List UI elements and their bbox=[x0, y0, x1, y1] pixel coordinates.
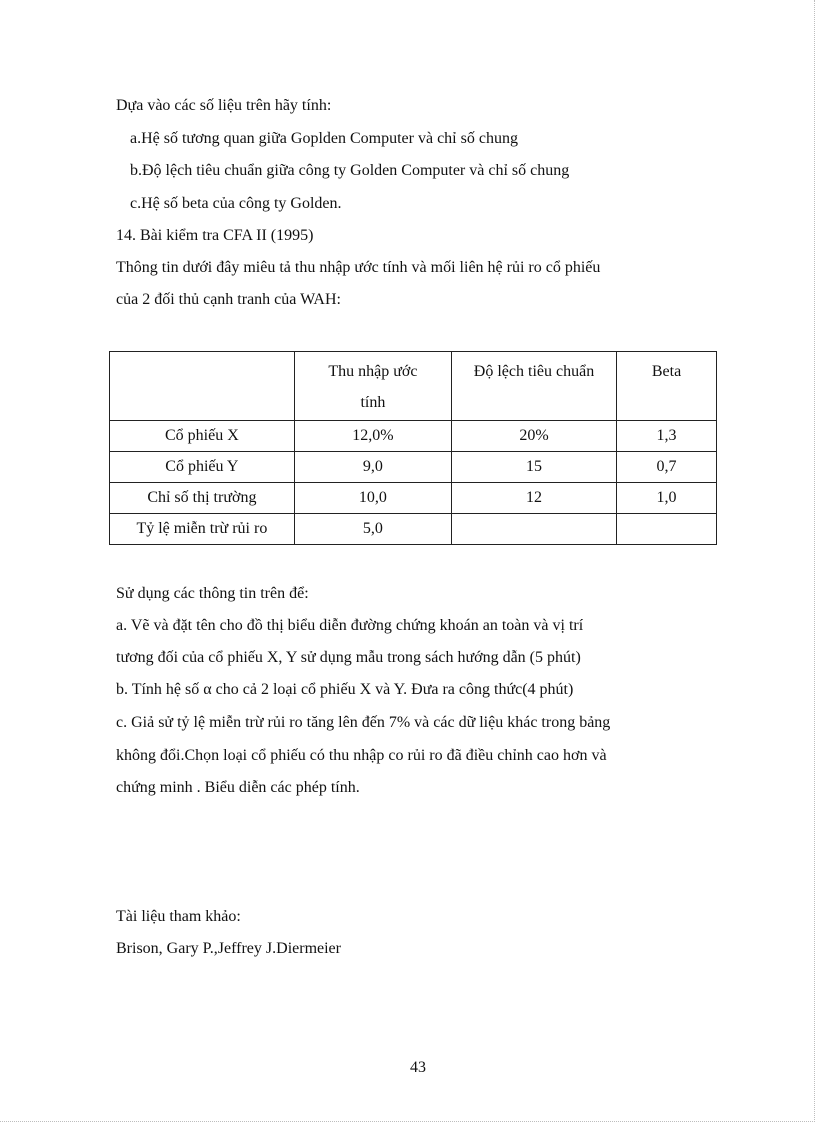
usage-line-6: chứng minh . Biểu diễn các phép tính. bbox=[116, 779, 360, 796]
risk-return-table bbox=[109, 351, 717, 545]
table-row bbox=[110, 452, 717, 483]
std-dev-cell: 20% bbox=[451, 421, 616, 452]
beta-cell: 0,7 bbox=[617, 452, 717, 483]
beta-cell bbox=[617, 514, 717, 545]
row-label: Chỉ số thị trường bbox=[110, 483, 295, 514]
header-cell-expected-return bbox=[294, 352, 451, 421]
std-dev-cell: 12 bbox=[451, 483, 616, 514]
header-expected-return-line2: tính bbox=[360, 394, 386, 411]
header-expected-return-line1: Thu nhập ước bbox=[328, 363, 418, 380]
description-line-2: của 2 đối thủ cạnh tranh của WAH: bbox=[116, 291, 341, 308]
std-dev-cell: 15 bbox=[451, 452, 616, 483]
std-dev-cell bbox=[451, 514, 616, 545]
reference-item: Brison, Gary P.,Jeffrey J.Diermeier bbox=[116, 940, 341, 957]
row-label: Cổ phiếu X bbox=[110, 421, 295, 452]
task-c: c.Hệ số beta của công ty Golden. bbox=[130, 195, 342, 212]
task-b: b.Độ lệch tiêu chuẩn giữa công ty Golden Computer và chỉ số chung bbox=[130, 162, 570, 179]
table-row bbox=[110, 421, 717, 452]
usage-line-5: không đổi.Chọn loại cổ phiếu có thu nhập co rủi ro đã điều chỉnh cao hơn và bbox=[116, 747, 607, 764]
intro-text: Dựa vào các số liệu trên hãy tính: bbox=[116, 97, 332, 114]
header-cell-std-dev: Độ lệch tiêu chuẩn bbox=[451, 352, 616, 421]
table-row bbox=[110, 514, 717, 545]
page-number: 43 bbox=[410, 1059, 426, 1076]
expected-return-cell: 10,0 bbox=[294, 483, 451, 514]
task-a: a.Hệ số tương quan giữa Goplden Computer và chỉ số chung bbox=[130, 130, 518, 147]
beta-cell: 1,0 bbox=[617, 483, 717, 514]
usage-line-4: c. Giả sử tỷ lệ miễn trừ rủi ro tăng lên đến 7% và các dữ liệu khác trong bảng bbox=[116, 714, 611, 731]
usage-line-3: b. Tính hệ số α cho cả 2 loại cổ phiếu X và Y. Đưa ra công thức(4 phút) bbox=[116, 681, 574, 698]
table-row bbox=[110, 483, 717, 514]
expected-return-cell: 9,0 bbox=[294, 452, 451, 483]
usage-line-1: a. Vẽ và đặt tên cho đồ thị biểu diễn đường chứng khoán an toàn và vị trí bbox=[116, 617, 584, 634]
usage-line-2: tương đối của cổ phiếu X, Y sử dụng mẫu trong sách hướng dẫn (5 phút) bbox=[116, 649, 581, 666]
references-heading: Tài liệu tham khảo: bbox=[116, 908, 241, 925]
description-line-1: Thông tin dưới đây miêu tả thu nhập ước tính và mối liên hệ rủi ro cổ phiếu bbox=[116, 259, 601, 276]
row-label: Tỷ lệ miễn trừ rủi ro bbox=[110, 514, 295, 545]
row-label: Cổ phiếu Y bbox=[110, 452, 295, 483]
usage-intro: Sử dụng các thông tin trên để: bbox=[116, 585, 309, 602]
header-cell-beta: Beta bbox=[617, 352, 717, 421]
expected-return-cell: 12,0% bbox=[294, 421, 451, 452]
table-header-row bbox=[110, 352, 717, 421]
section-heading: 14. Bài kiểm tra CFA II (1995) bbox=[116, 227, 314, 244]
header-cell-empty bbox=[110, 352, 295, 421]
beta-cell: 1,3 bbox=[617, 421, 717, 452]
expected-return-cell: 5,0 bbox=[294, 514, 451, 545]
